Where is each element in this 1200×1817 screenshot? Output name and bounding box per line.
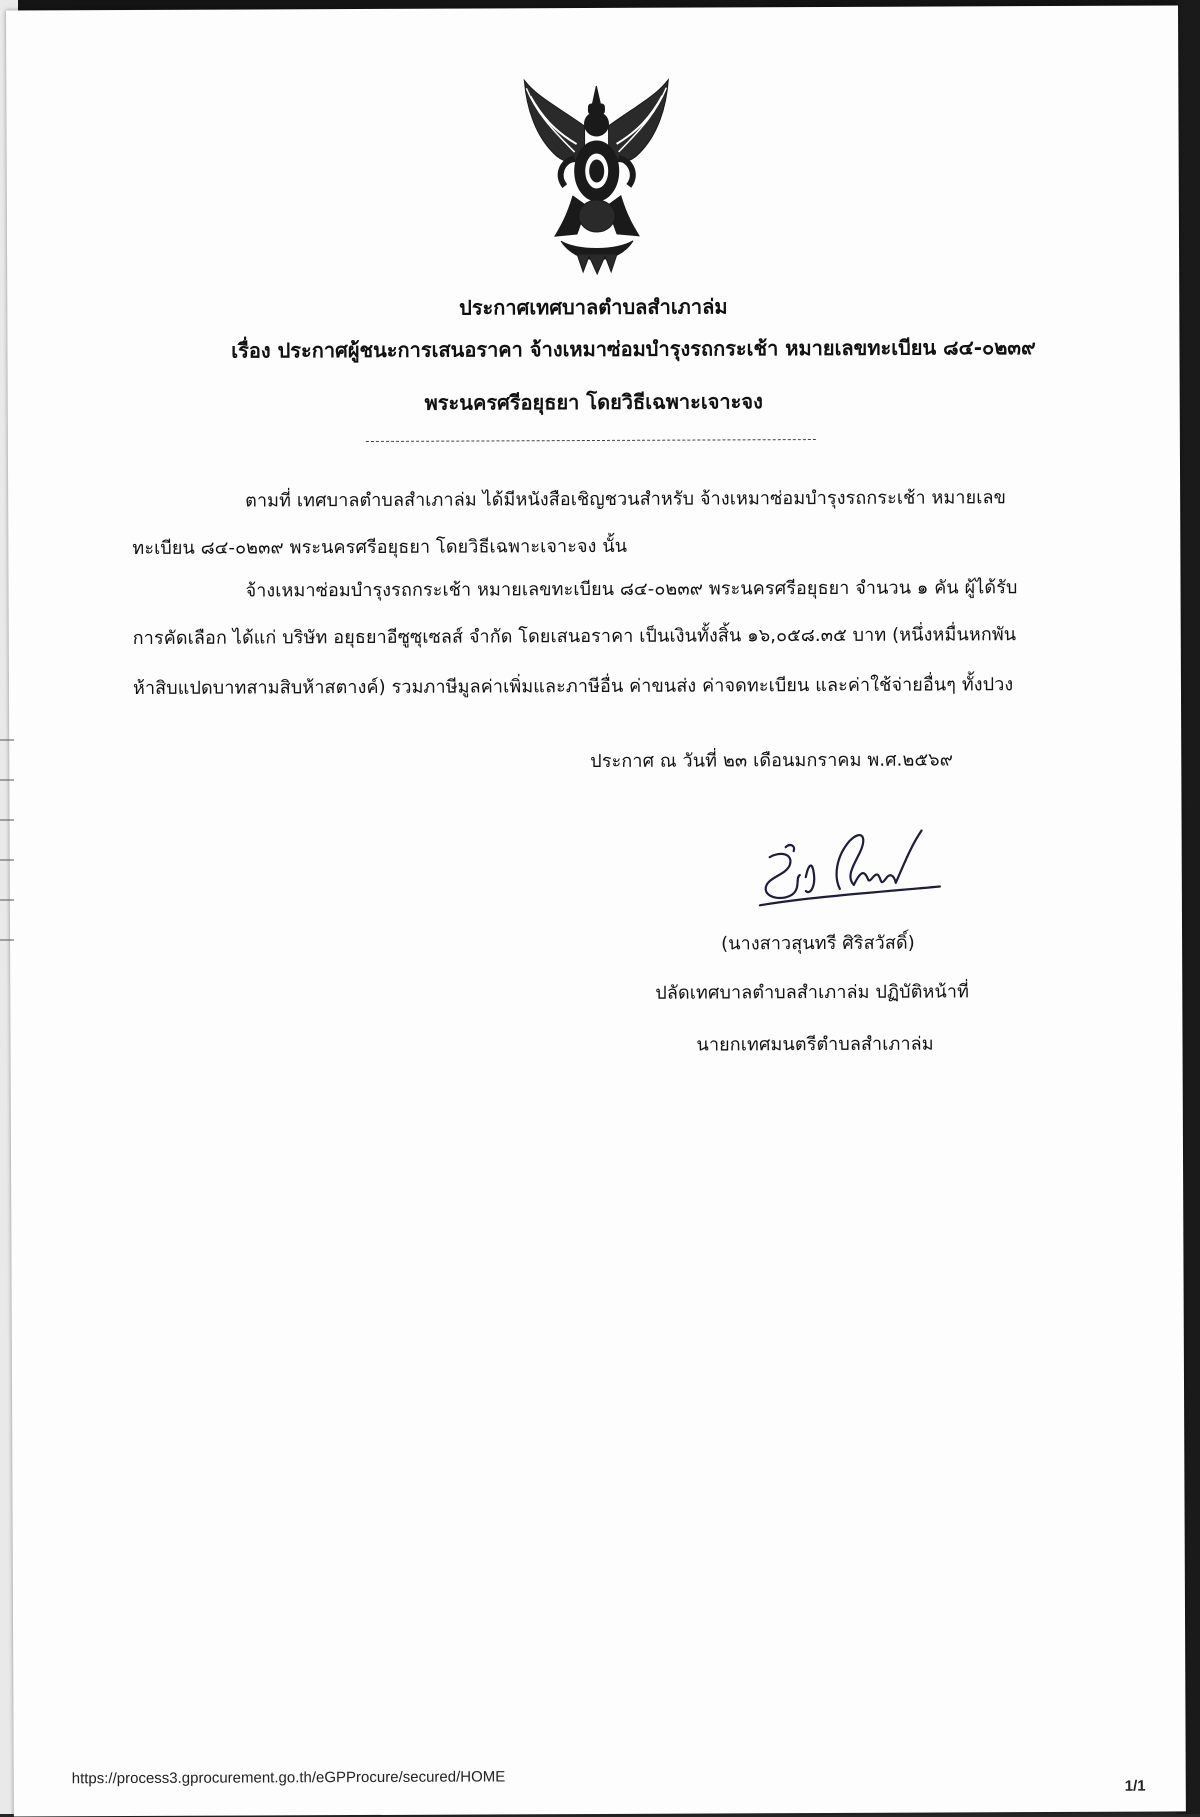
signatory-name: (นางสาวสุนทรี ศิริสวัสดิ์) xyxy=(721,932,915,955)
body-line-3: จ้างเหมาซ่อมบำรุงรถกระเช้า หมายเลขทะเบียน ๘๔-๐๒๓๙ พระนครศรีอยุธยา จำนวน ๑ คัน ผู้ได้รับ xyxy=(245,577,1018,602)
announcement-title: ประกาศเทศบาลตำบลสำเภาล่ม xyxy=(459,294,728,320)
announcement-date: ประกาศ ณ วันที่ ๒๓ เดือนมกราคม พ.ศ.๒๕๖๙ xyxy=(590,749,954,773)
body-line-5: ห้าสิบแปดบาทสามสิบห้าสตางค์) รวมภาษีมูลค่าเพิ่มและภาษีอื่น ค่าขนส่ง ค่าจดทะเบียน และค่าใช้จ่ายอื่นๆ ทั้งปวง xyxy=(132,674,1014,700)
underlying-page-edge-marks xyxy=(0,720,16,960)
signatory-position-1: ปลัดเทศบาลตำบลสำเภาล่ม ปฏิบัติหน้าที่ xyxy=(655,981,970,1004)
footer-page-number: 1/1 xyxy=(1124,1777,1146,1795)
signatory-position-2: นายกเทศมนตรีตำบลสำเภาล่ม xyxy=(696,1033,934,1056)
divider-rule xyxy=(366,439,816,442)
garuda-emblem-icon xyxy=(516,76,677,277)
announcement-subject: เรื่อง ประกาศผู้ชนะการเสนอราคา จ้างเหมาซ่อมบำรุงรถกระเช้า หมายเลขทะเบียน ๘๔-๐๒๓๙ xyxy=(231,335,1036,363)
body-line-1: ตามที่ เทศบาลตำบลสำเภาล่ม ได้มีหนังสือเชิญชวนสำหรับ จ้างเหมาซ่อมบำรุงรถกระเช้า หมายเลข xyxy=(245,487,1007,512)
body-line-2: ทะเบียน ๘๔-๐๒๓๙ พระนครศรีอยุธยา โดยวิธีเฉพาะเจาะจง นั้น xyxy=(132,535,628,560)
announcement-subject-line2: พระนครศรีอยุธยา โดยวิธีเฉพาะเจาะจง xyxy=(424,389,763,415)
body-line-4: การคัดเลือก ได้แก่ บริษัท อยุธยาอีซูซุเซลส์ จำกัด โดยเสนอราคา เป็นเงินทั้งสิ้น ๑๖,๐๕๘.๓๕ บาท (หนึ่งหมื่นหกพัน xyxy=(132,624,1017,650)
document-page xyxy=(6,5,1186,1816)
footer-url: https://process3.gprocurement.go.th/eGPProcure/secured/HOME xyxy=(71,1768,506,1788)
handwritten-signature xyxy=(750,816,950,927)
